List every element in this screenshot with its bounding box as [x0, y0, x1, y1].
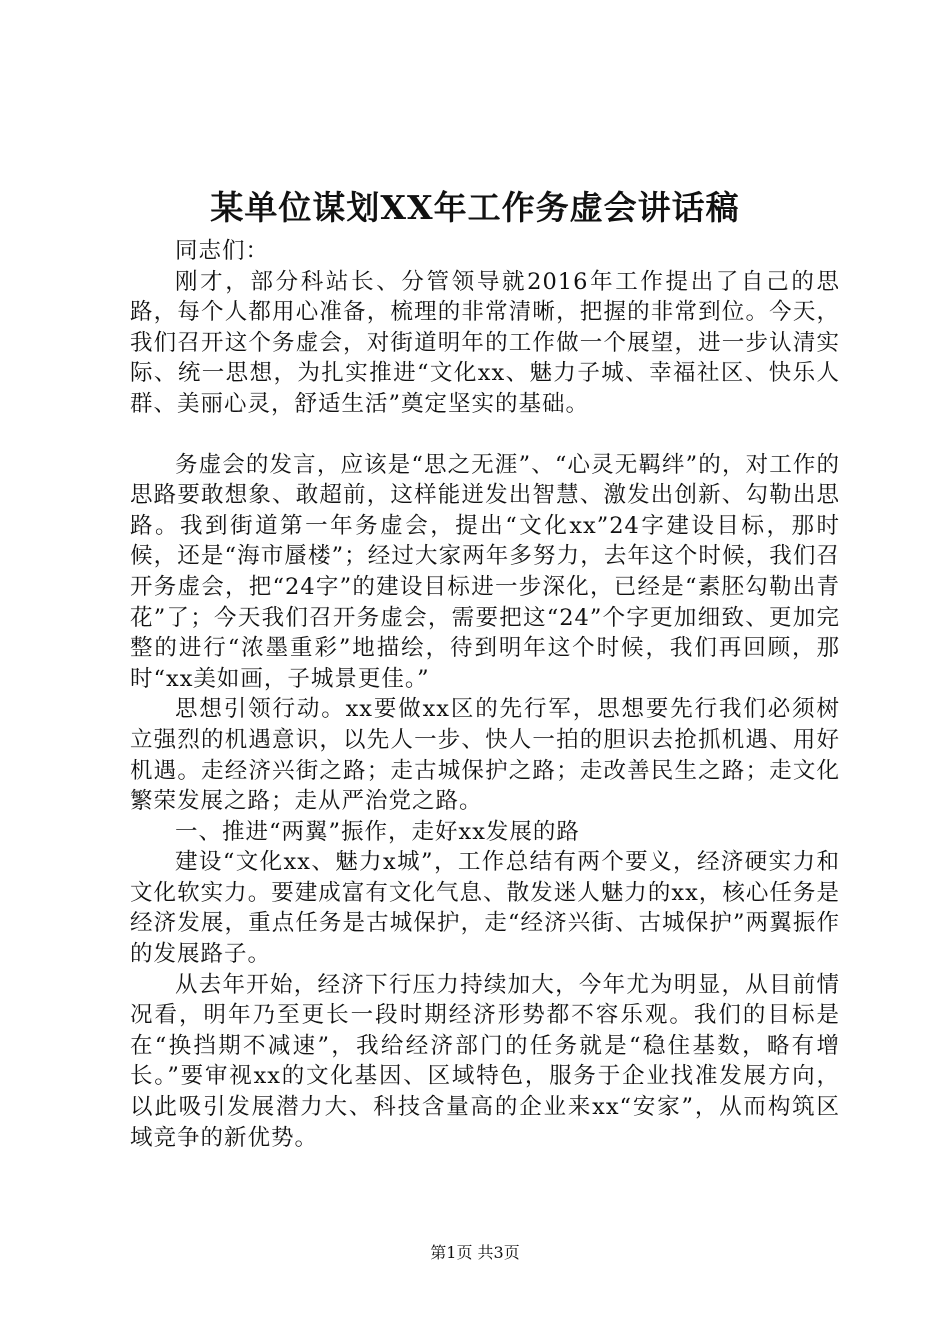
salutation: 同志们： — [175, 238, 270, 264]
paragraph: 务虚会的发言，应该是“思之无涯”、“心灵无羁绊”的，对工作的思路要敢想象、敢超前，这样能迸发出智慧、激发出创新、勾勒出思路。我到街道第一年务虚会，提出“文化xx”24字建设目标，那时候，还是“海市蜃楼”；经过大家两年多努力，去年这个时候，我们召开务虚会，把“24字”的建设目标进一步深化，已经是“素胚勾勒出青花”了；今天我们召开务虚会，需要把这“24”个字更加细致、更加完整的进行“浓墨重彩”地描绘，待到明年这个时候，我们再回顾，那时“xx美如画，子城景更佳。” — [130, 451, 840, 692]
document-title: 某单位谋划XX年工作务虚会讲话稿 — [210, 188, 740, 227]
page-footer: 第1页 共3页 — [430, 1243, 520, 1262]
paragraph: 刚才，部分科站长、分管领导就2016年工作提出了自己的思路，每个人都用心准备，梳理的非常清晰，把握的非常到位。今天，我们召开这个务虚会，对街道明年的工作做一个展望，进一步认清实际、统一思想，为扎实推进“文化xx、魅力子城、幸福社区、快乐人群、美丽心灵，舒适生活”奠定坚实的基础。 — [130, 268, 840, 417]
paragraph: 建设“文化xx、魅力x城”，工作总结有两个要义，经济硬实力和文化软实力。要建成富有文化气息、散发迷人魅力的xx，核心任务是经济发展，重点任务是古城保护，走“经济兴街、古城保护”两翼振作的发展路子。 — [130, 849, 840, 968]
section-heading: 一、推进“两翼”振作，走好xx发展的路 — [175, 818, 580, 845]
paragraph: 思想引领行动。xx要做xx区的先行军，思想要先行我们必须树立强烈的机遇意识，以先人一步、快人一拍的胆识去抢抓机遇、用好机遇。走经济兴街之路；走古城保护之路；走改善民生之路；走文化繁荣发展之路；走从严治党之路。 — [130, 696, 840, 815]
document-body — [130, 236, 840, 1153]
paragraph: 从去年开始，经济下行压力持续加大，今年尤为明显，从目前情况看，明年乃至更长一段时期经济形势都不容乐观。我们的目标是在“换挡期不减速”，我给经济部门的任务就是“稳住基数，略有增长。”要审视xx的文化基因、区域特色，服务于企业找准发展方向，以此吸引发展潜力大、科技含量高的企业来xx“安家”，从而构筑区域竞争的新优势。 — [130, 971, 840, 1151]
